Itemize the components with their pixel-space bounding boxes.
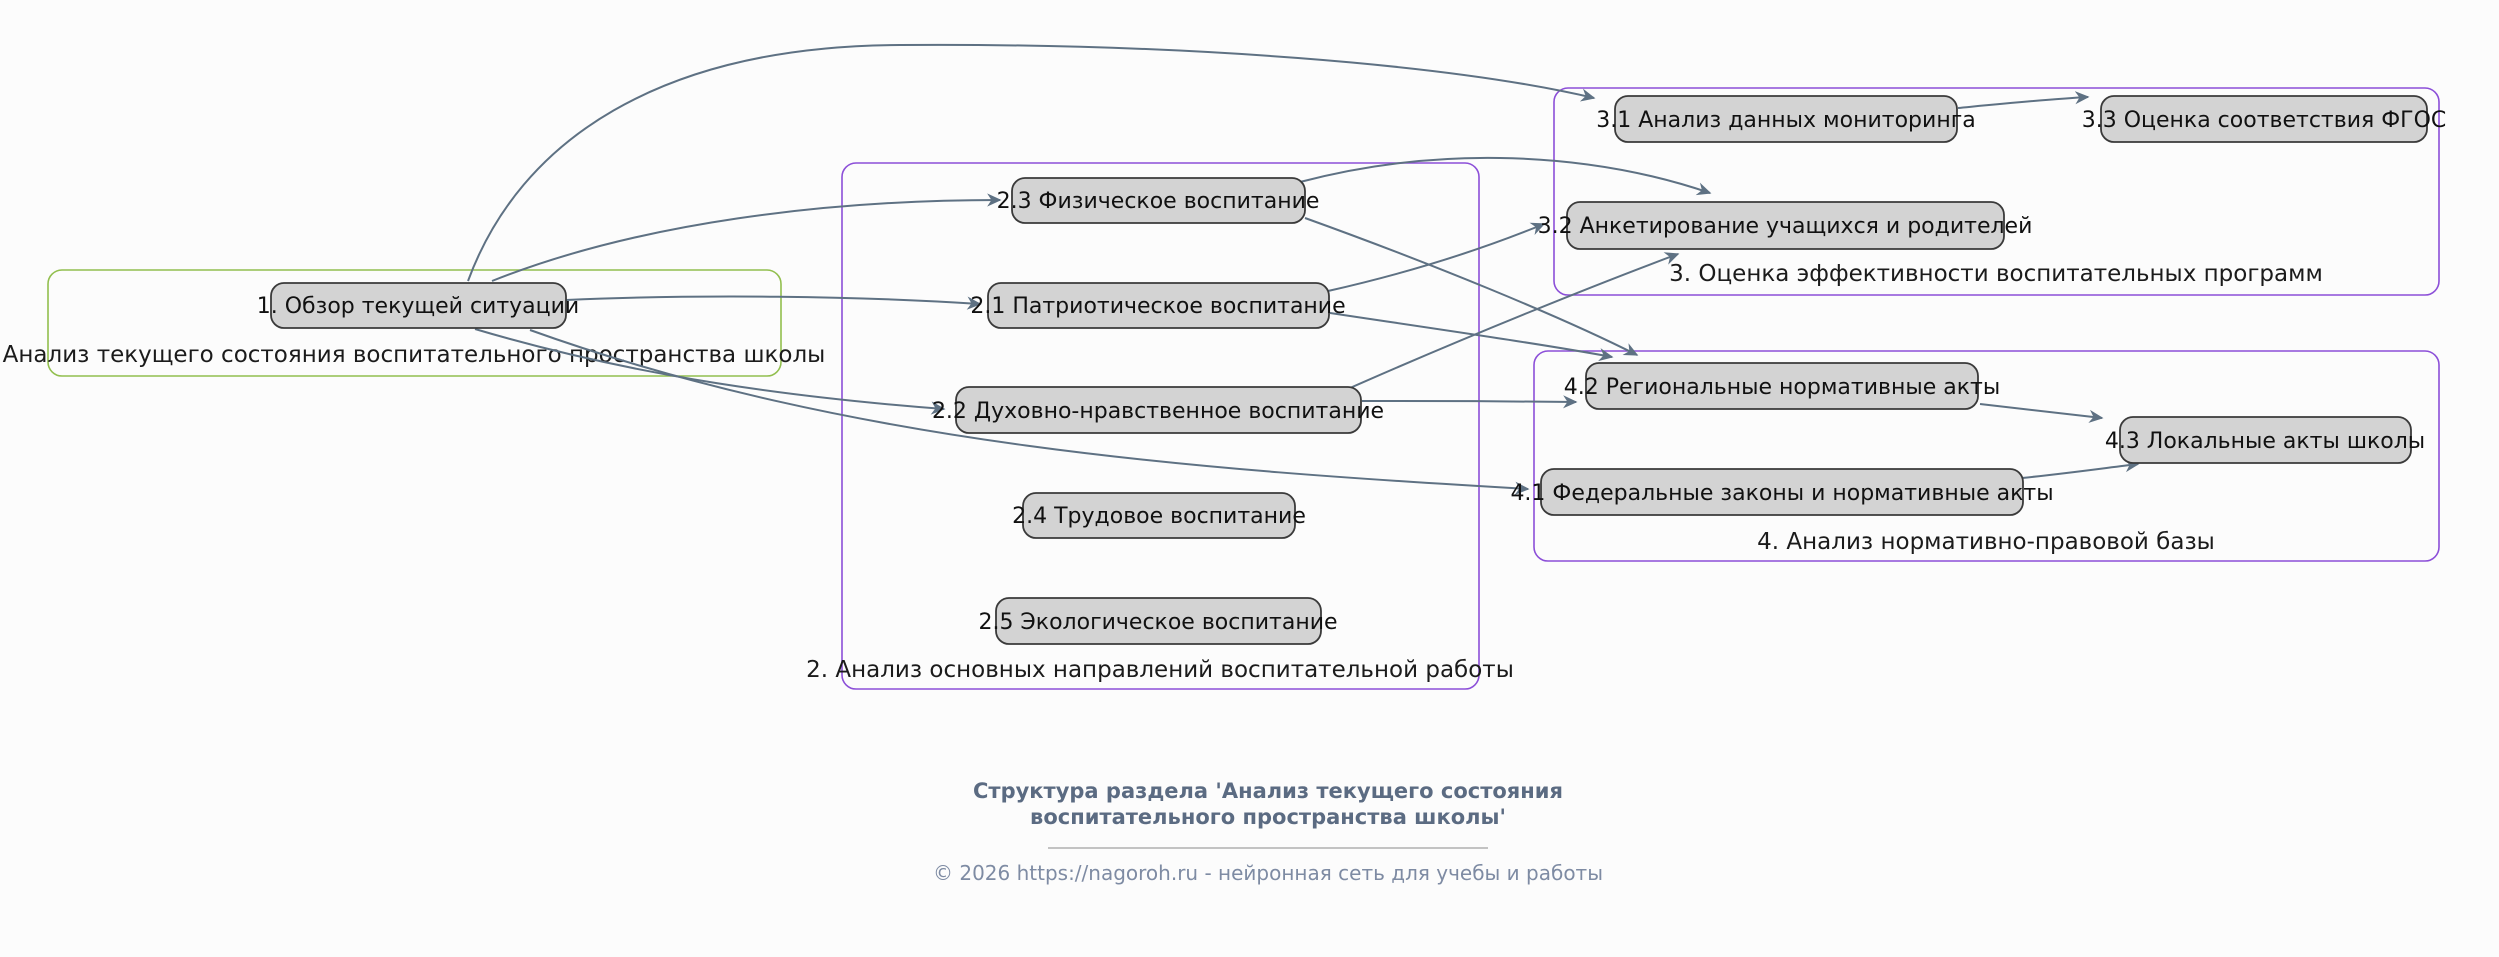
cluster-overview-label: Анализ текущего состояния воспитательного пространства школы <box>2 342 826 368</box>
node-n24-label: 2.4 Трудовое воспитание <box>1012 504 1306 529</box>
edge-n1-n23 <box>492 200 1000 281</box>
node-n22-label: 2.2 Духовно-нравственное воспитание <box>931 399 1385 424</box>
node-n33 <box>2082 96 2447 142</box>
node-n33-label: 3.3 Оценка соответствия ФГОС <box>2081 108 2447 133</box>
node-n42 <box>1564 363 2000 409</box>
node-n32 <box>1538 202 2033 249</box>
node-n21-label: 2.1 Патриотическое воспитание <box>970 294 1346 319</box>
node-n1 <box>257 283 579 328</box>
node-n43-label: 4.3 Локальные акты школы <box>2104 429 2426 454</box>
node-n24 <box>1012 493 1306 538</box>
node-n23-label: 2.3 Физическое воспитание <box>996 189 1320 214</box>
node-n32-label: 3.2 Анкетирование учащихся и родителей <box>1537 214 2033 239</box>
footer-title-line1: Структура раздела 'Анализ текущего состояния <box>972 779 1564 803</box>
node-n23 <box>997 178 1320 223</box>
node-n25-label: 2.5 Экологическое воспитание <box>978 610 1338 635</box>
footer-title-line2: воспитательного пространства школы' <box>1030 805 1506 829</box>
node-n31 <box>1596 96 1976 142</box>
edge-n31-n33 <box>1958 97 2088 108</box>
node-n1-label: 1. Обзор текущей ситуации <box>256 294 580 319</box>
edge-n21-n32 <box>1328 224 1544 291</box>
edge-n41-n43 <box>2022 464 2138 478</box>
node-n31-label: 3.1 Анализ данных мониторинга <box>1596 108 1976 133</box>
edge-n22-n42 <box>1362 401 1576 402</box>
node-n22 <box>932 387 1384 433</box>
cluster-legal-label: 4. Анализ нормативно-правовой базы <box>1757 529 2215 555</box>
node-n42-label: 4.2 Региональные нормативные акты <box>1563 375 2001 400</box>
cluster-effectiveness-label: 3. Оценка эффективности воспитательных программ <box>1669 261 2323 287</box>
cluster-directions-label: 2. Анализ основных направлений воспитательной работы <box>806 657 1514 683</box>
edge-n1-n21 <box>566 297 980 304</box>
footer <box>933 779 1603 885</box>
edge-n1-n22 <box>475 329 944 409</box>
node-n41-label: 4.1 Федеральные законы и нормативные акты <box>1510 481 2054 506</box>
node-n43 <box>2105 417 2425 463</box>
node-n25 <box>978 598 1337 644</box>
edge-n21-n42 <box>1330 313 1612 357</box>
node-n21 <box>970 283 1345 328</box>
edge-n42-n43 <box>1980 404 2102 418</box>
node-n41 <box>1510 469 2053 515</box>
footer-copyright: © 2026 https://nagoroh.ru - нейронная сеть для учебы и работы <box>932 861 1604 885</box>
